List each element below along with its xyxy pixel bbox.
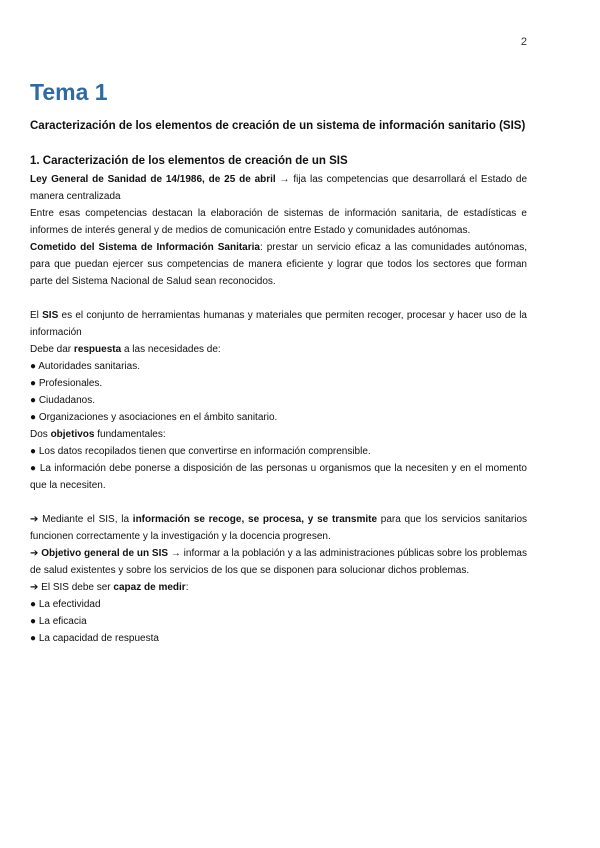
list-item: ● La efectividad xyxy=(30,599,101,610)
list-item: ● La información debe ponerse a disposición de las personas u organismos que la necesiten y en el momento que la necesiten. xyxy=(30,463,527,491)
respuesta-intro xyxy=(30,341,527,358)
cometido-text: : prestar un servicio eficaz a las comunidades autónomas, para que puedan ejercer sus competencias de manera eficiente y lograr que todos los sectores que forman parte del Sistema Nacional de Salud sean reconocidos. xyxy=(30,242,527,287)
competencias-paragraph: Entre esas competencias destacan la elaboración de sistemas de información sanitaria, de estadísticas e informes de interés general y de medios de comunicación entre Estado y comunidades autónomas. xyxy=(30,208,527,236)
sis-def-bold: SIS xyxy=(42,310,59,321)
section-heading: 1. Caracterización de los elementos de creación de un SIS xyxy=(30,155,348,167)
law-description: → fija las competencias que desarrollará el Estado de manera centralizada xyxy=(30,174,528,202)
respuesta-bold: respuesta xyxy=(73,344,122,355)
page-subtitle: Caracterización de los elementos de creación de un sistema de información sanitario (SIS) xyxy=(30,120,526,132)
list-item: ● Ciudadanos. xyxy=(30,395,95,406)
objetivo-general-paragraph xyxy=(30,545,527,579)
respuesta-rest: a las necesidades de: xyxy=(121,344,221,355)
list-item: ● La eficacia xyxy=(30,616,87,627)
list-item: ● Profesionales. xyxy=(30,378,103,389)
objetivos-intro xyxy=(30,426,527,443)
law-paragraph xyxy=(30,171,527,205)
list-item: ● Autoridades sanitarias. xyxy=(30,361,140,372)
page-number: 2 xyxy=(520,36,527,48)
document-body xyxy=(30,78,527,647)
medir-rest: : xyxy=(185,582,189,593)
medir-intro xyxy=(30,579,527,596)
objetivo-general-pre: ➔ xyxy=(30,548,42,559)
mediante-rest: para que los servicios sanitarios funcionen correctamente y la investigación y la docencia progresen. xyxy=(30,514,528,542)
list-item: ● Organizaciones y asociaciones en el ámbito sanitario. xyxy=(30,412,278,423)
medir-pre: ➔ El SIS debe ser xyxy=(30,582,114,593)
list-item: ● La capacidad de respuesta xyxy=(30,633,159,644)
cometido-label: Cometido del Sistema de Información Sanitaria xyxy=(30,242,260,253)
objetivo-general-bold: Objetivo general de un SIS xyxy=(41,548,169,559)
sis-definition xyxy=(30,307,527,341)
objetivo-general-rest: → informar a la población y a las administraciones públicas sobre los problemas de salud existentes y sobre los servicios de los que se disponen para solucionar dichos problemas. xyxy=(30,548,527,576)
mediante-paragraph xyxy=(30,511,527,545)
sis-def-rest: es el conjunto de herramientas humanas y materiales que permiten recoger, procesar y hacer uso de la información xyxy=(30,310,527,338)
objetivos-rest: fundamentales: xyxy=(94,429,166,440)
law-name: Ley General de Sanidad de 14/1986, de 25 de abril xyxy=(30,174,276,185)
list-item: ● Los datos recopilados tienen que convertirse en información comprensible. xyxy=(30,446,371,457)
mediante-pre: ➔ Mediante el SIS, la xyxy=(30,514,133,525)
cometido-paragraph xyxy=(30,239,527,290)
page-title: Tema 1 xyxy=(30,79,108,105)
objetivos-bold: objetivos xyxy=(50,429,95,440)
sis-def-pre: El xyxy=(30,310,43,321)
objetivos-pre: Dos xyxy=(30,429,51,440)
respuesta-pre: Debe dar xyxy=(30,344,74,355)
mediante-bold: información se recoge, se procesa, y se transmite xyxy=(132,514,378,525)
medir-bold: capaz de medir xyxy=(113,582,186,593)
